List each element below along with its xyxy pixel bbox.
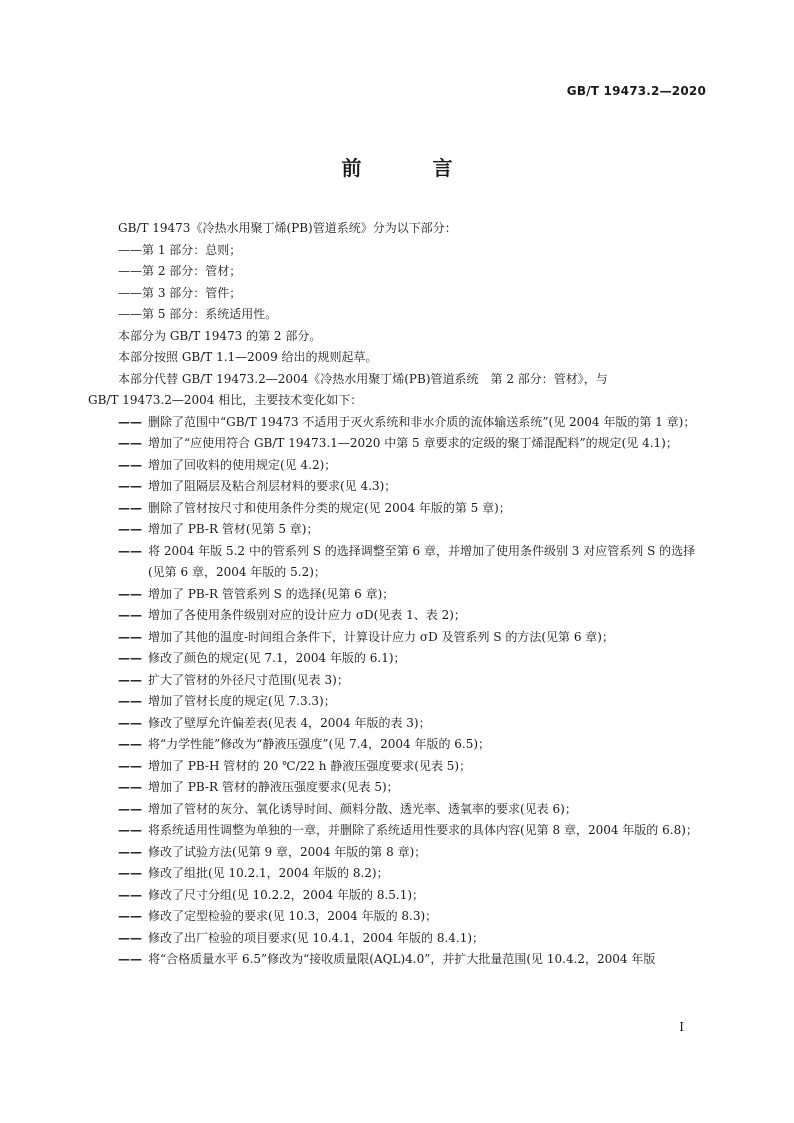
change-item: —— 删除了管材按尺寸和使用条件分类的规定(见 2004 年版的第 5 章)； xyxy=(88,498,706,520)
change-item: —— 将“力学性能”修改为“静液压强度”(见 7.4，2004 年版的 6.5)； xyxy=(88,734,706,756)
change-item: —— 修改了尺寸分组(见 10.2.2，2004 年版的 8.5.1)； xyxy=(88,885,706,907)
intro-line: 本部分按照 GB/T 1.1—2009 给出的规则起草。 xyxy=(118,350,378,364)
dash-bullet: —— xyxy=(118,543,142,558)
change-item: —— 增加了“应使用符合 GB/T 19473.1—2020 中第 5 章要求的定级的聚丁烯混配料”的规定(见 4.1)； xyxy=(88,433,706,455)
dash-bullet: —— xyxy=(118,737,142,751)
change-item: —— 修改了组批(见 10.2.1，2004 年版的 8.2)； xyxy=(88,863,706,885)
dash-bullet: —— xyxy=(118,436,142,450)
intro-line: GB/T 19473.2—2004 相比，主要技术变化如下： xyxy=(88,393,363,407)
change-item: —— 修改了定型检验的要求(见 10.3，2004 年版的 8.3)； xyxy=(88,906,706,928)
change-item: —— 将“合格质量水平 6.5”修改为“接收质量限(AQL)4.0”，并扩大批量范围(见 10.4.2，2004 年版 xyxy=(88,949,706,971)
intro-line: 本部分代替 GB/T 19473.2—2004《冷热水用聚丁烯(PB)管道系统 第 2 部分：管材》，与 xyxy=(118,371,608,386)
change-item: —— 增加了 PB-R 管材的静液压强度要求(见表 5)； xyxy=(88,777,706,799)
change-item: —— 增加了回收料的使用规定(见 4.2)； xyxy=(88,455,706,477)
dash-bullet: —— xyxy=(118,909,142,923)
changes-list xyxy=(88,412,706,971)
part-item: ——第 1 部分：总则； xyxy=(118,242,242,257)
change-item: —— 修改了试验方法(见第 9 章，2004 年版的第 8 章)； xyxy=(88,842,706,864)
dash-bullet: —— xyxy=(118,672,142,687)
change-item: —— 增加了 PB-R 管管系列 S 的选择(见第 6 章)； xyxy=(88,584,706,606)
change-item: —— 增加了其他的温度-时间组合条件下，计算设计应力 σD 及管系列 S 的方法(见第 6 章)； xyxy=(88,627,706,649)
change-item: —— 增加了管材长度的规定(见 7.3.3)； xyxy=(88,691,706,713)
change-item: —— 删除了范围中“GB/T 19473 不适用于灭火系统和非水介质的流体输送系统”(见 2004 年版的第 1 章)； xyxy=(88,412,706,434)
dash-bullet: —— xyxy=(118,608,142,622)
change-item: —— 修改了出厂检验的项目要求(见 10.4.1，2004 年版的 8.4.1)； xyxy=(88,928,706,950)
intro-line: 本部分为 GB/T 19473 的第 2 部分。 xyxy=(118,328,322,343)
dash-bullet: —— xyxy=(118,414,142,429)
dash-bullet: —— xyxy=(118,500,142,515)
dash-bullet: —— xyxy=(118,758,142,773)
dash-bullet: —— xyxy=(118,629,142,644)
change-item: —— 修改了壁厚允许偏差表(见表 4，2004 年版的表 3)； xyxy=(88,713,706,735)
change-item: —— 将 2004 年版 5.2 中的管系列 S 的选择调整至第 6 章，并增加了使用条件级别 3 对应管系列 S 的选择(见第 6 章，2004 年版的 5.2)； xyxy=(88,541,706,584)
intro-line: GB/T 19473《冷热水用聚丁烯(PB)管道系统》分为以下部分： xyxy=(118,221,457,235)
dash-bullet: —— xyxy=(118,866,142,880)
dash-bullet: —— xyxy=(118,694,142,708)
dash-bullet: —— xyxy=(118,844,142,859)
dash-bullet: —— xyxy=(118,651,142,665)
dash-bullet: —— xyxy=(118,930,142,945)
dash-bullet: —— xyxy=(118,887,142,902)
dash-bullet: —— xyxy=(118,952,142,966)
dash-bullet: —— xyxy=(118,801,142,816)
change-item: —— 扩大了管材的外径尺寸范围(见表 3)； xyxy=(88,670,706,692)
foreword-body xyxy=(88,218,706,971)
part-item: ——第 2 部分：管材； xyxy=(118,264,242,278)
change-item: —— 增加了阻隔层及粘合剂层材料的要求(见 4.3)； xyxy=(88,476,706,498)
part-item: ——第 5 部分：系统适用性。 xyxy=(118,307,278,321)
change-item: —— 将系统适用性调整为单独的一章，并删除了系统适用性要求的具体内容(见第 8 章，2004 年版的 6.8)； xyxy=(88,820,706,842)
change-item: —— 增加了 PB-H 管材的 20 ℃/22 h 静液压强度要求(见表 5)； xyxy=(88,756,706,778)
dash-bullet: —— xyxy=(118,586,142,601)
dash-bullet: —— xyxy=(118,479,142,493)
standard-code: GB/T 19473.2—2020 xyxy=(566,84,706,98)
page-number: I xyxy=(679,1020,684,1034)
dash-bullet: —— xyxy=(118,457,142,472)
dash-bullet: —— xyxy=(118,522,142,536)
change-item: —— 修改了颜色的规定(见 7.1，2004 年版的 6.1)； xyxy=(88,648,706,670)
dash-bullet: —— xyxy=(118,780,142,794)
part-item: ——第 3 部分：管件； xyxy=(118,285,242,300)
dash-bullet: —— xyxy=(118,715,142,730)
change-item: —— 增加了 PB-R 管材(见第 5 章)； xyxy=(88,519,706,541)
change-item: —— 增加了管材的灰分、氧化诱导时间、颜料分散、透光率、透氧率的要求(见表 6)； xyxy=(88,799,706,821)
change-item: —— 增加了各使用条件级别对应的设计应力 σD(见表 1、表 2)； xyxy=(88,605,706,627)
dash-bullet: —— xyxy=(118,823,142,837)
page-title: 前 言 xyxy=(341,156,485,180)
